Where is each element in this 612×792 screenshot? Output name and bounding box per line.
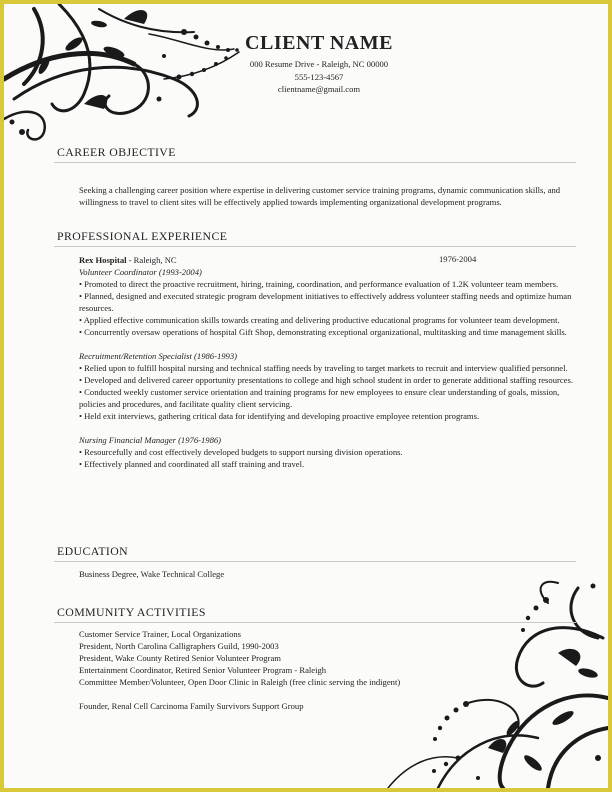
section-title-education: EDUCATION <box>57 544 129 558</box>
resume-header <box>204 32 434 96</box>
bullet-item: • Conducted weekly customer service orientation and training programs for new employees to ensure clear understanding of goals, mission, policies and procedures, and facilitate quality client servicing. <box>79 386 574 410</box>
community-item: Entertainment Coordinator, Retired Senior Volunteer Program - Raleigh <box>79 665 327 675</box>
bullet-item: • Promoted to direct the proactive recruitment, hiring, training, coordination, and performance evaluation of 1.2K volunteer team members. <box>79 278 574 290</box>
experience-block <box>79 254 574 470</box>
bullet-item: • Applied effective communication skills towards creating and delivering productive educational programs for volunteer team development. <box>79 314 574 326</box>
employer-location: - Raleigh, NC <box>126 255 177 265</box>
role-title: Nursing Financial Manager (1976-1986) <box>79 435 222 445</box>
section-title-career-objective: CAREER OBJECTIVE <box>57 145 176 159</box>
community-list <box>79 628 479 712</box>
section-divider <box>54 162 576 163</box>
resume-page <box>4 4 608 788</box>
bullet-item: • Developed and delivered career opportunity presentations to college and high school student in order to generate additional staffing resources. <box>79 374 574 386</box>
section-divider <box>54 561 576 562</box>
email-line: clientname@gmail.com <box>277 84 361 94</box>
role-bullets <box>79 446 574 470</box>
bullet-item: • Held exit interviews, gathering critical data for identifying and developing proactive employee retention programs. <box>79 410 574 422</box>
community-item: President, North Carolina Calligraphers Guild, 1990-2003 <box>79 641 279 651</box>
role-title: Volunteer Coordinator (1993-2004) <box>79 267 202 277</box>
employment-dates: 1976-2004 <box>439 254 477 264</box>
bullet-item: • Resourcefully and cost effectively developed budgets to support nursing division operations. <box>79 446 574 458</box>
contact-block <box>204 58 434 96</box>
role-bullets <box>79 278 574 338</box>
bullet-item: • Concurrently oversaw operations of hospital Gift Shop, demonstrating exceptional organizational, multitasking and time management skills. <box>79 326 574 338</box>
bullet-item: • Planned, designed and executed strategic program development initiatives to effectively address volunteer staffing needs and optimize human resources. <box>79 290 574 314</box>
community-item: President, Wake County Retired Senior Volunteer Program <box>79 653 281 663</box>
career-objective-text: Seeking a challenging career position where expertise in delivering customer service training programs, dynamic communication skills, and willingness to travel to client sites will be effectively applied towards implementing organizational development programs. <box>79 185 561 207</box>
community-item: Customer Service Trainer, Local Organizations <box>79 629 242 639</box>
address-line: 000 Resume Drive - Raleigh, NC 00000 <box>249 59 389 69</box>
employer-name: Rex Hospital <box>79 255 127 265</box>
education-text: Business Degree, Wake Technical College <box>79 569 225 579</box>
section-divider <box>54 622 576 623</box>
bullet-item: • Effectively planned and coordinated all staff training and travel. <box>79 458 574 470</box>
section-title-community-activities: COMMUNITY ACTIVITIES <box>57 605 206 619</box>
phone-line: 555-123-4567 <box>294 71 344 82</box>
client-name: CLIENT NAME <box>245 32 393 54</box>
community-item: Committee Member/Volunteer, Open Door Clinic in Raleigh (free clinic serving the indigent) <box>79 677 401 687</box>
community-item: Founder, Renal Cell Carcinoma Family Survivors Support Group <box>79 701 304 711</box>
section-title-professional-experience: PROFESSIONAL EXPERIENCE <box>57 229 228 243</box>
bullet-item: • Relied upon to fulfill hospital nursing and technical staffing needs by traveling to target markets to recruit and interview qualified personnel. <box>79 362 574 374</box>
section-divider <box>54 246 576 247</box>
employer-line <box>79 254 574 266</box>
role-bullets <box>79 362 574 422</box>
role-title: Recruitment/Retention Specialist (1986-1993) <box>79 351 237 361</box>
